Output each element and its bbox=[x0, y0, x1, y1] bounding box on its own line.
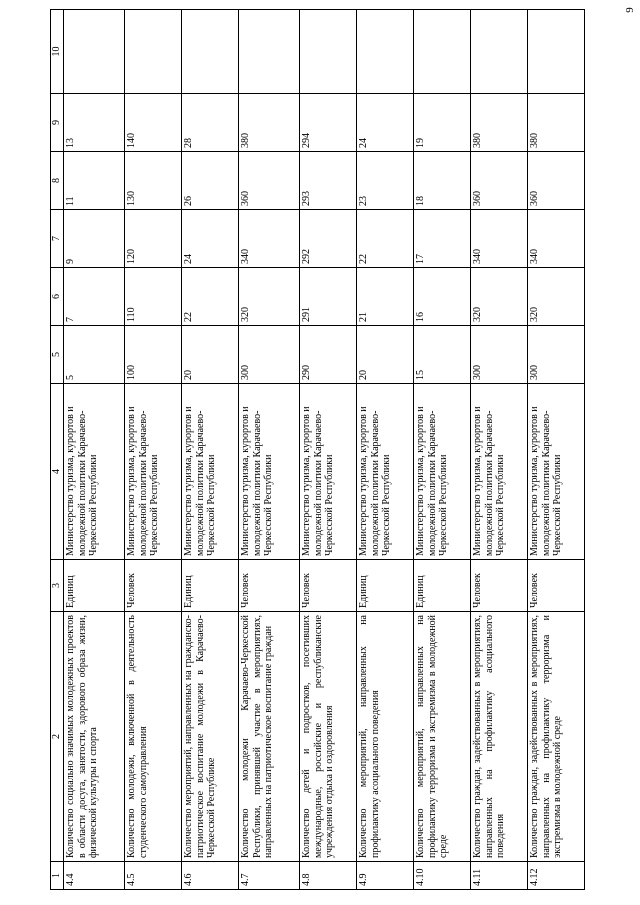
value-cell: 300 bbox=[471, 326, 528, 384]
value-cell: 320 bbox=[471, 268, 528, 326]
indicator-name-cell: Количество граждан, задействованных в мероприятиях, направленных на профилактику терроризма и экстремизма в молодежной среде bbox=[528, 612, 585, 862]
value-cell: 293 bbox=[300, 152, 357, 210]
row-number-cell: 4.10 bbox=[414, 862, 471, 890]
value-cell: 13 bbox=[64, 94, 125, 152]
value-cell bbox=[125, 10, 182, 94]
value-cell: 340 bbox=[239, 210, 300, 268]
responsible-org-cell: Министерство туризма, курортов и молодежной политики Карачаево-Черкесской Республики bbox=[528, 384, 585, 560]
value-cell: 290 bbox=[300, 326, 357, 384]
rotated-page bbox=[50, 10, 610, 890]
value-cell bbox=[414, 10, 471, 94]
value-cell: 22 bbox=[357, 210, 414, 268]
table-row bbox=[64, 10, 125, 890]
value-cell bbox=[357, 10, 414, 94]
value-cell: 24 bbox=[182, 210, 239, 268]
value-cell: 300 bbox=[239, 326, 300, 384]
unit-cell: Человек bbox=[239, 560, 300, 612]
unit-cell: Человек bbox=[300, 560, 357, 612]
value-cell: 19 bbox=[414, 94, 471, 152]
header-cell: 1 bbox=[51, 862, 64, 890]
value-cell: 26 bbox=[182, 152, 239, 210]
unit-cell: Единиц bbox=[414, 560, 471, 612]
responsible-org-cell: Министерство туризма, курортов и молодежной политики Карачаево-Черкесской Республики bbox=[239, 384, 300, 560]
table-row bbox=[528, 10, 585, 890]
table-row bbox=[357, 10, 414, 890]
table-row bbox=[471, 10, 528, 890]
responsible-org-cell: Министерство туризма, курортов и молодежной политики Карачаево-Черкесской Республики bbox=[357, 384, 414, 560]
value-cell: 23 bbox=[357, 152, 414, 210]
value-cell: 380 bbox=[528, 94, 585, 152]
indicators-table bbox=[50, 9, 585, 890]
unit-cell: Человек bbox=[528, 560, 585, 612]
value-cell: 120 bbox=[125, 210, 182, 268]
table-row bbox=[125, 10, 182, 890]
value-cell: 7 bbox=[64, 268, 125, 326]
header-cell: 4 bbox=[51, 384, 64, 560]
value-cell: 292 bbox=[300, 210, 357, 268]
value-cell: 22 bbox=[182, 268, 239, 326]
indicator-name-cell: Количество граждан, задействованных в мероприятиях, направленных на профилактику асоциального поведения bbox=[471, 612, 528, 862]
responsible-org-cell: Министерство туризма, курортов и молодежной политики Карачаево-Черкесской Республики bbox=[182, 384, 239, 560]
row-number-cell: 4.11 bbox=[471, 862, 528, 890]
unit-cell: Человек bbox=[125, 560, 182, 612]
header-row bbox=[51, 10, 64, 890]
header-cell: 8 bbox=[51, 152, 64, 210]
responsible-org-cell: Министерство туризма, курортов и молодежной политики Карачаево-Черкесской Республики bbox=[300, 384, 357, 560]
indicator-name-cell: Количество молодежи, включенной в деятельность студенческого самоуправления bbox=[125, 612, 182, 862]
value-cell: 9 bbox=[64, 210, 125, 268]
table-row bbox=[300, 10, 357, 890]
value-cell bbox=[182, 10, 239, 94]
value-cell: 360 bbox=[471, 152, 528, 210]
table-row bbox=[239, 10, 300, 890]
value-cell: 294 bbox=[300, 94, 357, 152]
header-cell: 10 bbox=[51, 10, 64, 94]
header-cell: 7 bbox=[51, 210, 64, 268]
header-cell: 2 bbox=[51, 612, 64, 862]
row-number-cell: 4.7 bbox=[239, 862, 300, 890]
value-cell: 140 bbox=[125, 94, 182, 152]
row-number-cell: 4.5 bbox=[125, 862, 182, 890]
unit-cell: Единиц bbox=[64, 560, 125, 612]
value-cell: 16 bbox=[414, 268, 471, 326]
value-cell: 340 bbox=[471, 210, 528, 268]
responsible-org-cell: Министерство туризма, курортов и молодежной политики Карачаево-Черкесской Республики bbox=[471, 384, 528, 560]
responsible-org-cell: Министерство туризма, курортов и молодежной политики Карачаево-Черкесской Республики bbox=[125, 384, 182, 560]
value-cell: 11 bbox=[64, 152, 125, 210]
unit-cell: Единиц bbox=[357, 560, 414, 612]
indicator-name-cell: Количество мероприятий, направленных на профилактику асоциального поведения bbox=[357, 612, 414, 862]
row-number-cell: 4.9 bbox=[357, 862, 414, 890]
value-cell bbox=[528, 10, 585, 94]
value-cell: 380 bbox=[471, 94, 528, 152]
value-cell: 24 bbox=[357, 94, 414, 152]
value-cell: 360 bbox=[239, 152, 300, 210]
value-cell: 380 bbox=[239, 94, 300, 152]
value-cell: 130 bbox=[125, 152, 182, 210]
value-cell: 300 bbox=[528, 326, 585, 384]
value-cell: 20 bbox=[357, 326, 414, 384]
value-cell: 360 bbox=[528, 152, 585, 210]
indicator-name-cell: Количество мероприятий, направленных на гражданско-патриотическое воспитание молодежи в Карачаево-Черкесской Республике bbox=[182, 612, 239, 862]
row-number-cell: 4.8 bbox=[300, 862, 357, 890]
value-cell: 28 bbox=[182, 94, 239, 152]
value-cell bbox=[239, 10, 300, 94]
row-number-cell: 4.12 bbox=[528, 862, 585, 890]
row-number-cell: 4.4 bbox=[64, 862, 125, 890]
unit-cell: Человек bbox=[471, 560, 528, 612]
row-number-cell: 4.6 bbox=[182, 862, 239, 890]
value-cell: 17 bbox=[414, 210, 471, 268]
table-row bbox=[414, 10, 471, 890]
value-cell bbox=[300, 10, 357, 94]
value-cell: 100 bbox=[125, 326, 182, 384]
value-cell: 20 bbox=[182, 326, 239, 384]
table-row bbox=[182, 10, 239, 890]
responsible-org-cell: Министерство туризма, курортов и молодежной политики Карачаево-Черкесской Республики bbox=[414, 384, 471, 560]
indicator-name-cell: Количество молодежи Карачаево-Черкесской Республики, принявшей участие в мероприятиях, направленных на патриотическое воспитание граждан bbox=[239, 612, 300, 862]
value-cell bbox=[471, 10, 528, 94]
value-cell: 320 bbox=[528, 268, 585, 326]
value-cell: 320 bbox=[239, 268, 300, 326]
indicator-name-cell: Количество социально значимых молодежных проектов в области досуга, занятости, здорового образа жизни, физической культуры и спорта bbox=[64, 612, 125, 862]
header-cell: 3 bbox=[51, 560, 64, 612]
header-cell: 9 bbox=[51, 94, 64, 152]
value-cell: 110 bbox=[125, 268, 182, 326]
value-cell: 18 bbox=[414, 152, 471, 210]
value-cell: 5 bbox=[64, 326, 125, 384]
unit-cell: Единиц bbox=[182, 560, 239, 612]
indicator-name-cell: Количество детей и подростков, посетивших международные, российские и республиканские учреждения отдыха и оздоровления bbox=[300, 612, 357, 862]
page-number: 9 bbox=[624, 7, 636, 13]
responsible-org-cell: Министерство туризма, курортов и молодежной политики Карачаево-Черкесской Республики bbox=[64, 384, 125, 560]
value-cell: 15 bbox=[414, 326, 471, 384]
value-cell bbox=[64, 10, 125, 94]
indicator-name-cell: Количество мероприятий, направленных на профилактику терроризма и экстремизма в молодежной среде bbox=[414, 612, 471, 862]
value-cell: 21 bbox=[357, 268, 414, 326]
header-cell: 6 bbox=[51, 268, 64, 326]
value-cell: 291 bbox=[300, 268, 357, 326]
value-cell: 340 bbox=[528, 210, 585, 268]
header-cell: 5 bbox=[51, 326, 64, 384]
